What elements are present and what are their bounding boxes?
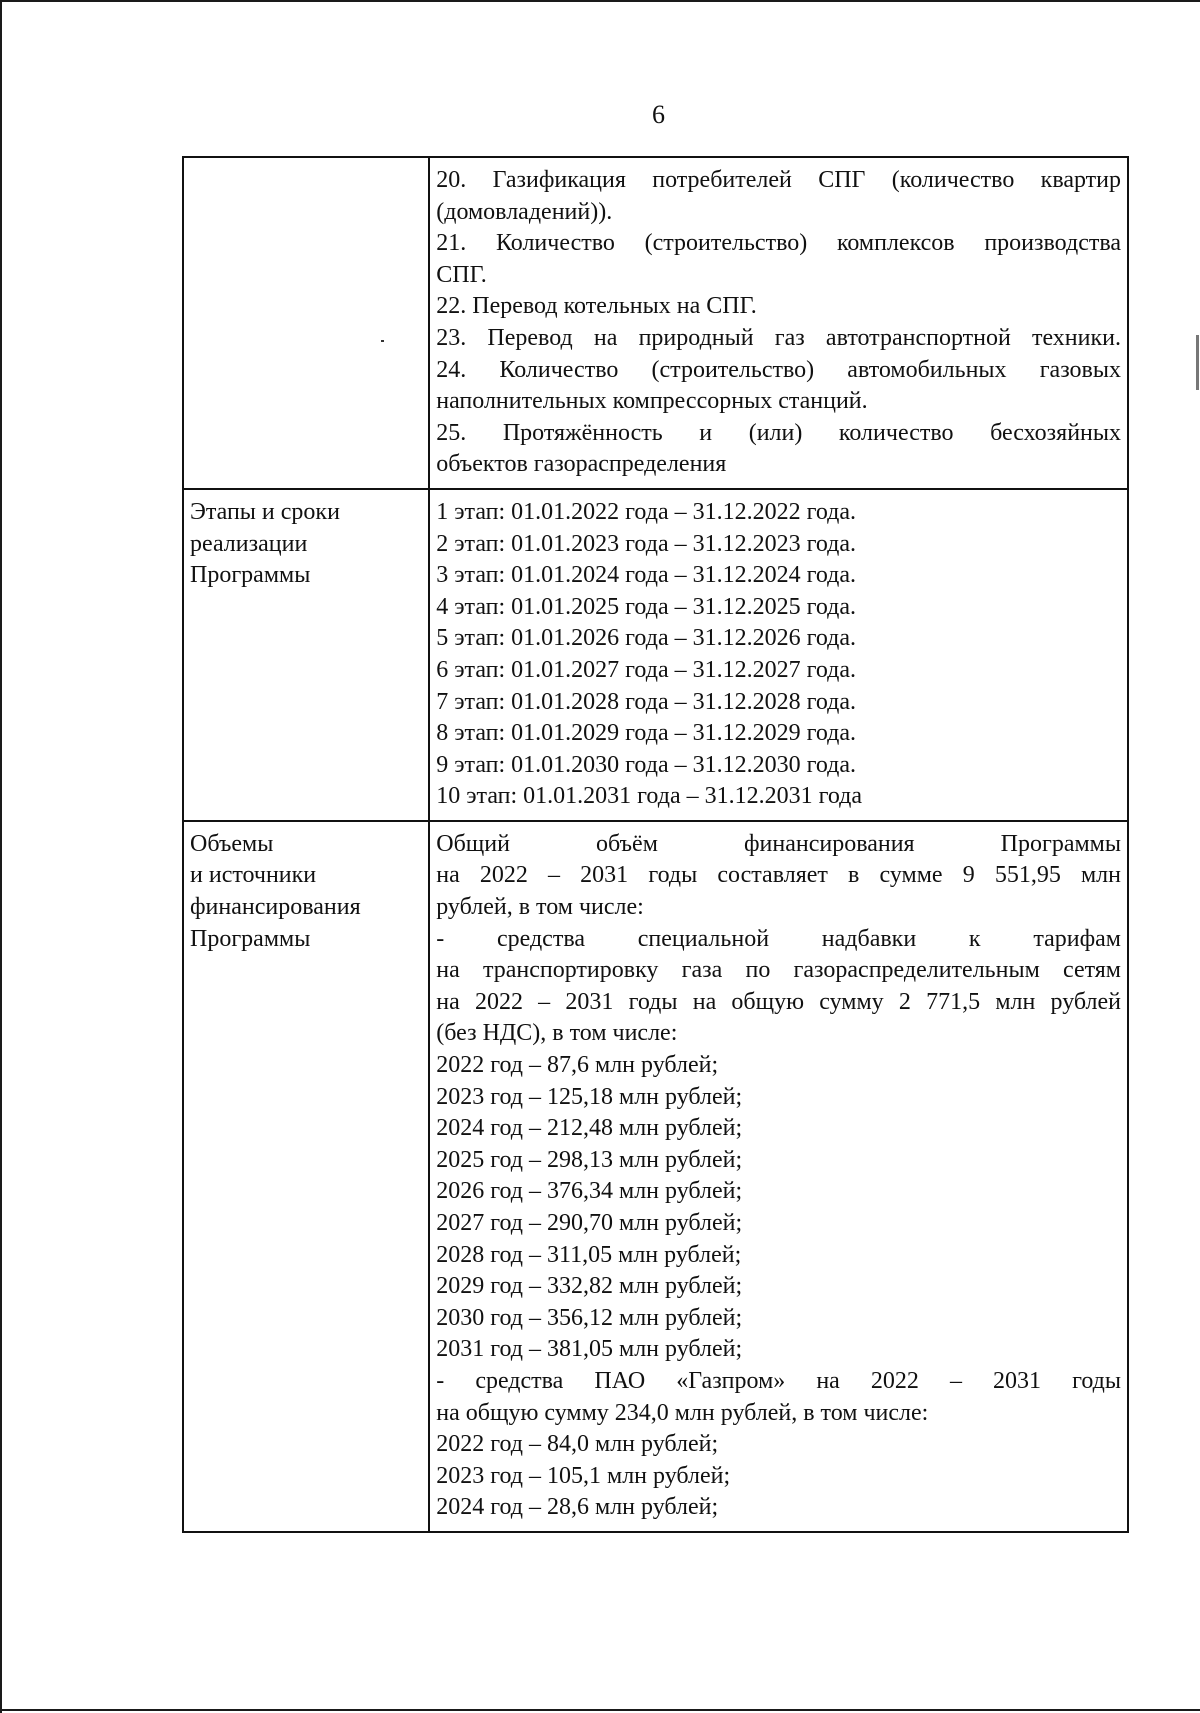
- row-content-cell: [429, 821, 1128, 1532]
- scan-edge-top: [0, 0, 1200, 2]
- row-content-line: Общий объём финансирования Программы: [436, 830, 1121, 857]
- passport-table: [182, 156, 1129, 1533]
- scan-mark-right: [1196, 335, 1199, 390]
- row-content-line: 23. Перевод на природный газ автотранспортной техники.: [436, 324, 1121, 351]
- row-content-line: 1 этап: 01.01.2022 года – 31.12.2022 года.: [436, 498, 857, 525]
- row-content-line: 2025 год – 298,13 млн рублей;: [436, 1146, 743, 1173]
- row-label-line: Программы: [190, 562, 311, 589]
- row-content-line: 2028 год – 311,05 млн рублей;: [436, 1241, 742, 1268]
- row-label-line: реализации: [190, 530, 308, 557]
- row-content-line: 2023 год – 125,18 млн рублей;: [436, 1083, 743, 1110]
- table-row: [183, 157, 1128, 489]
- row-content-line: 2023 год – 105,1 млн рублей;: [436, 1462, 731, 1489]
- row-label-line: Объемы: [190, 830, 274, 857]
- row-content-line: 2031 год – 381,05 млн рублей;: [436, 1336, 743, 1363]
- row-content-line: 2024 год – 212,48 млн рублей;: [436, 1115, 743, 1142]
- row-content-line: (домовладений)).: [436, 198, 613, 225]
- page-number: 6: [652, 100, 665, 129]
- row-content-line: на 2022 – 2031 годы на общую сумму 2 771,5 млн рублей: [436, 988, 1121, 1015]
- row-content-line: 5 этап: 01.01.2026 года – 31.12.2026 года.: [436, 625, 857, 652]
- row-content-line: на транспортировку газа по газораспределительным сетям: [436, 957, 1121, 984]
- scan-edge-left: [0, 0, 2, 1713]
- row-label-line: финансирования: [190, 894, 361, 921]
- row-content-line: 24. Количество (строительство) автомобильных газовых: [436, 356, 1121, 383]
- row-label-line: Программы: [190, 925, 311, 952]
- row-content-line: - средства ПАО «Газпром» на 2022 – 2031 годы: [436, 1367, 1121, 1394]
- row-content-cell: [429, 157, 1128, 489]
- row-content-line: 6 этап: 01.01.2027 года – 31.12.2027 года.: [436, 656, 857, 683]
- row-content-line: 21. Количество (строительство) комплексов производства: [436, 230, 1121, 257]
- row-content-line: наполнительных компрессорных станций.: [436, 388, 868, 415]
- row-content-line: 2030 год – 356,12 млн рублей;: [436, 1304, 743, 1331]
- row-content-line: 8 этап: 01.01.2029 года – 31.12.2029 года.: [436, 720, 857, 747]
- row-content-line: (без НДС), в том числе:: [436, 1020, 678, 1047]
- row-content-line: 10 этап: 01.01.2031 года – 31.12.2031 года: [436, 783, 863, 810]
- row-content-line: 20. Газификация потребителей СПГ (количество квартир: [436, 167, 1121, 193]
- row-content-line: 2027 год – 290,70 млн рублей;: [436, 1210, 743, 1236]
- row-label-cell: [183, 157, 429, 489]
- row-content-line: 2029 год – 332,82 млн рублей;: [436, 1273, 743, 1300]
- row-content-line: 2024 год – 28,6 млн рублей;: [436, 1494, 719, 1521]
- row-content-line: 7 этап: 01.01.2028 года – 31.12.2028 года.: [436, 688, 857, 715]
- row-content-line: 25. Протяжённость и (или) количество бесхозяйных: [436, 419, 1121, 446]
- row-label-line: Этапы и сроки: [190, 498, 340, 525]
- row-label-line: и источники: [190, 862, 317, 889]
- scan-edge-bottom: [0, 1709, 1200, 1711]
- table-row: [183, 821, 1128, 1532]
- row-content-line: 3 этап: 01.01.2024 года – 31.12.2024 года.: [436, 562, 857, 589]
- row-content-line: 2 этап: 01.01.2023 года – 31.12.2023 года.: [436, 530, 857, 557]
- row-content-line: 2022 год – 84,0 млн рублей;: [436, 1431, 719, 1458]
- row-content-line: рублей, в том числе:: [436, 894, 644, 921]
- table-body: [183, 157, 1128, 1532]
- row-content-line: 9 этап: 01.01.2030 года – 31.12.2030 года.: [436, 751, 857, 778]
- row-label-cell: [183, 489, 429, 821]
- row-content-cell: [429, 489, 1128, 821]
- row-content-line: 22. Перевод котельных на СПГ.: [436, 293, 757, 320]
- row-content-line: на 2022 – 2031 годы составляет в сумме 9 551,95 млн: [436, 862, 1121, 889]
- row-label-cell: [183, 821, 429, 1532]
- row-content-line: на общую сумму 234,0 млн рублей, в том числе:: [436, 1399, 929, 1426]
- table-row: [183, 489, 1128, 821]
- row-content-line: 2022 год – 87,6 млн рублей;: [436, 1052, 719, 1079]
- row-content-line: СПГ.: [436, 261, 487, 288]
- row-content-line: объектов газораспределения: [436, 451, 727, 478]
- row-content-line: 4 этап: 01.01.2025 года – 31.12.2025 года.: [436, 593, 857, 620]
- row-content-line: - средства специальной надбавки к тарифам: [436, 925, 1121, 952]
- row-content-line: 2026 год – 376,34 млн рублей;: [436, 1178, 743, 1205]
